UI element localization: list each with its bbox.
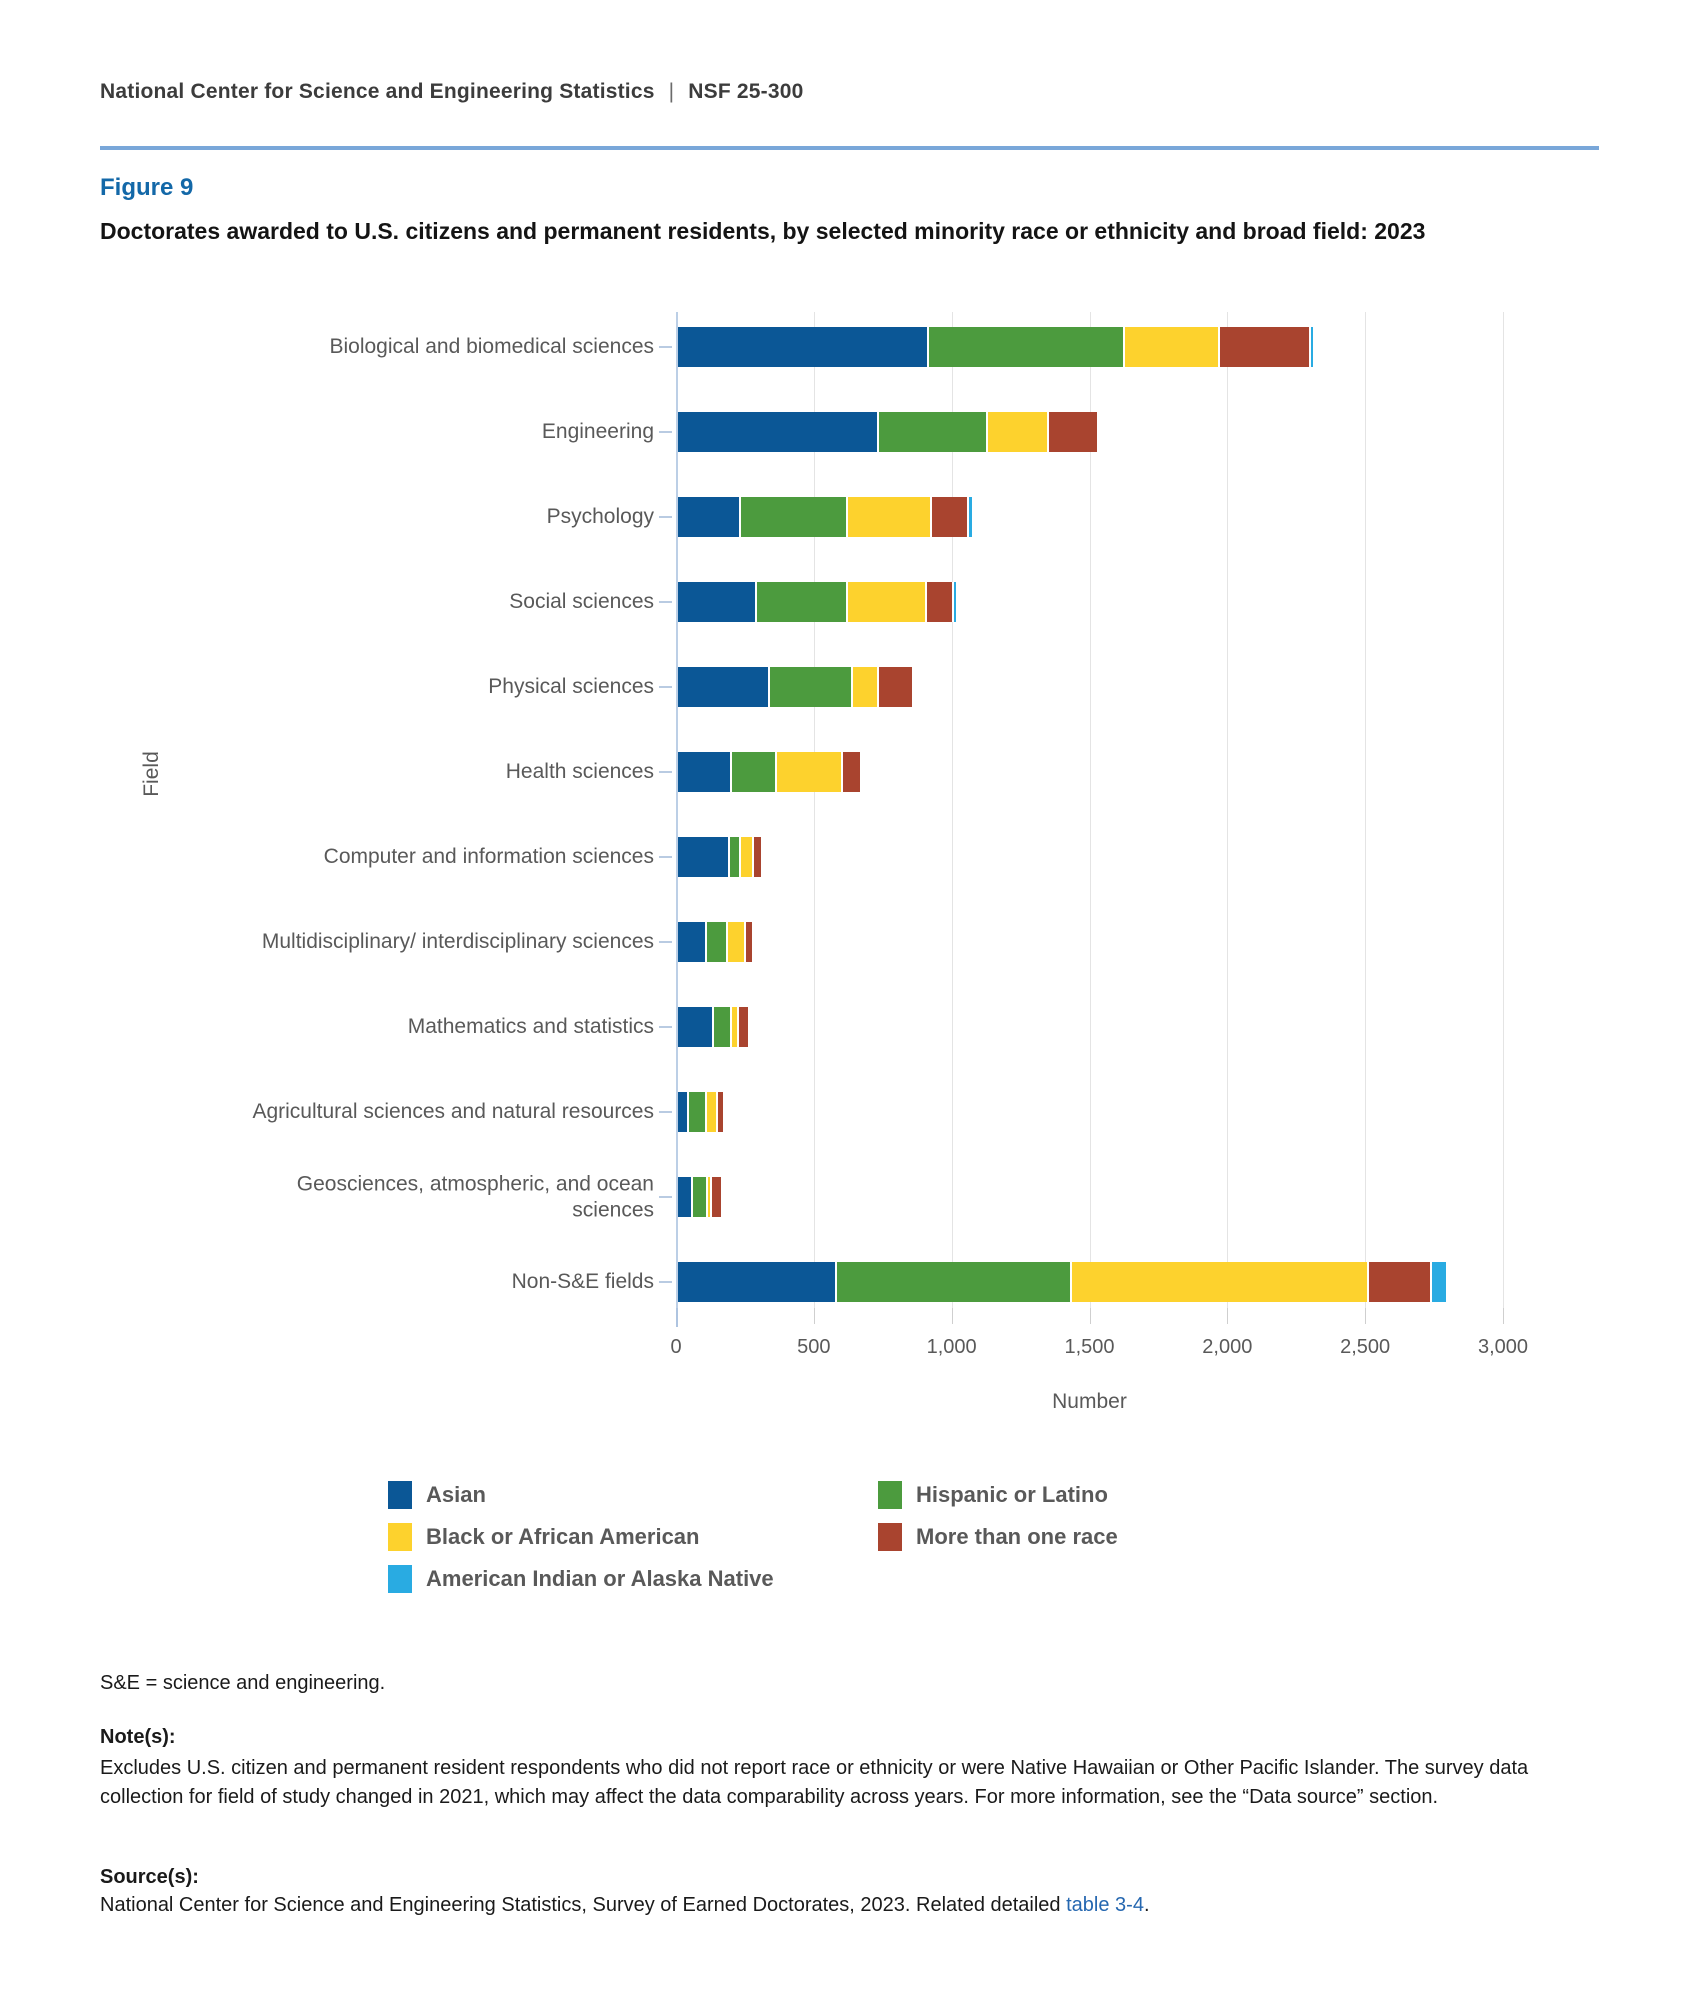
bar-segment xyxy=(777,752,843,792)
legend-label: Asian xyxy=(426,1482,486,1507)
bar-segment xyxy=(707,1092,718,1132)
stacked-bar xyxy=(678,497,972,537)
y-tick-mark xyxy=(659,686,672,688)
bar-segment xyxy=(741,837,753,877)
category-label: Social sciences xyxy=(509,590,654,614)
category-label: Agricultural sciences and natural resources xyxy=(252,1100,654,1124)
bar-row xyxy=(0,900,1699,984)
bar-segment xyxy=(689,1092,707,1132)
bar-segment xyxy=(678,497,741,537)
y-tick-mark xyxy=(659,1026,672,1028)
category-label: Geosciences, atmospheric, and ocean sciences xyxy=(296,1172,654,1221)
bar-segment xyxy=(712,1177,720,1217)
legend-label: Hispanic or Latino xyxy=(916,1482,1108,1507)
figure-label: Figure 9 xyxy=(100,174,194,201)
x-tick-label: 500 xyxy=(797,1336,831,1358)
category-label: Computer and information sciences xyxy=(323,845,654,869)
x-tick-mark xyxy=(1090,1308,1091,1324)
bar-segment xyxy=(1220,327,1311,367)
bar-segment xyxy=(770,667,853,707)
legend-swatch xyxy=(388,1523,412,1551)
category-label: Multidisciplinary/ interdisciplinary sciences xyxy=(261,930,654,954)
bar-segment xyxy=(678,327,929,367)
legend-swatch xyxy=(388,1565,412,1593)
bar-segment xyxy=(1125,327,1220,367)
stacked-bar xyxy=(678,1177,721,1217)
bar-segment xyxy=(678,1262,837,1302)
bar-segment xyxy=(678,922,707,962)
bar-row xyxy=(0,475,1699,559)
stacked-bar xyxy=(678,1092,723,1132)
legend-item xyxy=(388,1480,486,1510)
bar-row xyxy=(0,1240,1699,1324)
x-tick-mark xyxy=(1503,1308,1504,1324)
x-tick-mark xyxy=(814,1308,815,1324)
x-tick-label: 0 xyxy=(670,1336,682,1358)
bar-segment xyxy=(678,752,732,792)
y-tick-mark xyxy=(659,941,672,943)
bar-segment xyxy=(678,1177,693,1217)
y-tick-mark xyxy=(659,856,672,858)
x-tick-label: 3,000 xyxy=(1477,1336,1529,1358)
stacked-bar xyxy=(678,922,752,962)
bar-segment xyxy=(853,667,879,707)
stacked-bar xyxy=(678,1007,748,1047)
bar-segment xyxy=(757,582,848,622)
legend-item xyxy=(388,1564,774,1594)
bar-segment xyxy=(954,582,957,622)
bar-segment xyxy=(754,837,761,877)
bar-segment xyxy=(678,837,730,877)
x-tick-label: 1,000 xyxy=(926,1336,977,1358)
stacked-bar xyxy=(678,1262,1446,1302)
notes-heading: Note(s): xyxy=(100,1726,176,1748)
y-tick-mark xyxy=(659,431,672,433)
y-tick-mark xyxy=(659,516,672,518)
category-label: Psychology xyxy=(546,505,654,529)
bar-segment xyxy=(1369,1262,1432,1302)
bar-segment xyxy=(879,667,912,707)
bar-segment xyxy=(848,497,932,537)
bar-segment xyxy=(1432,1262,1446,1302)
bar-segment xyxy=(714,1007,732,1047)
x-tick-label: 2,500 xyxy=(1340,1336,1391,1358)
bar-row xyxy=(0,1155,1699,1239)
x-axis-title: Number xyxy=(1052,1390,1127,1413)
bar-row xyxy=(0,1070,1699,1154)
bar-row xyxy=(0,390,1699,474)
legend-swatch xyxy=(878,1523,902,1551)
bar-row xyxy=(0,985,1699,1069)
y-tick-mark xyxy=(659,346,672,348)
source-prefix: National Center for Science and Engineering Statistics, Survey of Earned Doctorates, 2023. Related detailed xyxy=(100,1894,1067,1916)
y-tick-mark xyxy=(659,1196,672,1198)
bar-segment xyxy=(678,1007,714,1047)
legend-item xyxy=(878,1480,1108,1510)
stacked-bar xyxy=(678,667,912,707)
legend-swatch xyxy=(388,1481,412,1509)
bar-segment xyxy=(932,497,969,537)
bar-segment xyxy=(1049,412,1097,452)
bar-segment xyxy=(746,922,753,962)
y-tick-mark xyxy=(659,771,672,773)
bar-row xyxy=(0,305,1699,389)
bar-segment xyxy=(728,922,746,962)
bar-segment xyxy=(732,1007,739,1047)
source-text xyxy=(100,1894,1600,1917)
bar-segment xyxy=(969,497,972,537)
source-suffix: . xyxy=(1143,1894,1150,1916)
bar-segment xyxy=(927,582,953,622)
category-label: Physical sciences xyxy=(488,675,654,699)
org-name: National Center for Science and Engineering Statistics xyxy=(100,80,655,103)
stacked-bar xyxy=(678,412,1097,452)
category-label: Health sciences xyxy=(505,760,654,784)
figure-title: Doctorates awarded to U.S. citizens and permanent residents, by selected minority race or ethnicity and broad field: 2023 xyxy=(100,218,1426,244)
accent-rule xyxy=(100,146,1599,150)
bar-segment xyxy=(1311,327,1314,367)
bar-segment xyxy=(678,667,770,707)
stacked-bar xyxy=(678,327,1313,367)
x-tick-mark xyxy=(676,1308,678,1327)
legend-label: American Indian or Alaska Native xyxy=(426,1566,774,1591)
abbreviation-note: S&E = science and engineering. xyxy=(100,1672,386,1694)
category-label: Biological and biomedical sciences xyxy=(329,335,654,359)
stacked-bar xyxy=(678,582,956,622)
bar-segment xyxy=(739,1007,749,1047)
bar-segment xyxy=(929,327,1125,367)
legend-label: Black or African American xyxy=(426,1524,700,1549)
x-tick-mark xyxy=(952,1308,953,1324)
notes-text: Excludes U.S. citizen and permanent resident respondents who did not report race or ethnicity or were Native Hawaiian or Other Pacific Islander. The survey data collection for field of study changed in 2021, which may affect the data comparability across years. For more information, see the “Data source” section. xyxy=(100,1757,1529,1808)
bar-row xyxy=(0,815,1699,899)
bar-row xyxy=(0,730,1699,814)
legend-item xyxy=(878,1522,1118,1552)
bar-segment xyxy=(707,922,728,962)
y-tick-mark xyxy=(659,601,672,603)
y-axis-title: Field xyxy=(140,751,163,797)
bar-segment xyxy=(678,582,757,622)
x-tick-label: 2,000 xyxy=(1202,1336,1253,1358)
header-divider: | xyxy=(668,80,675,103)
legend-swatch xyxy=(878,1481,902,1509)
bar-segment xyxy=(678,1092,689,1132)
legend-label: More than one race xyxy=(916,1524,1118,1549)
y-tick-mark xyxy=(659,1111,672,1113)
bar-row xyxy=(0,560,1699,644)
x-tick-label: 1,500 xyxy=(1064,1336,1115,1358)
source-heading: Source(s): xyxy=(100,1866,199,1888)
bar-segment xyxy=(730,837,741,877)
category-label: Engineering xyxy=(541,420,654,444)
bar-segment xyxy=(741,497,847,537)
x-tick-mark xyxy=(1365,1308,1366,1324)
stacked-bar xyxy=(678,752,860,792)
bar-segment xyxy=(718,1092,724,1132)
y-tick-mark xyxy=(659,1281,672,1283)
report-header xyxy=(100,80,804,104)
bar-segment xyxy=(1072,1262,1368,1302)
category-label: Non-S&E fields xyxy=(511,1270,654,1294)
category-label: Mathematics and statistics xyxy=(407,1015,654,1039)
legend-item xyxy=(388,1522,699,1552)
report-number: NSF 25-300 xyxy=(688,80,804,103)
bar-segment xyxy=(988,412,1049,452)
bar-segment xyxy=(732,752,777,792)
bar-segment xyxy=(879,412,988,452)
x-tick-mark xyxy=(1227,1308,1228,1324)
bar-segment xyxy=(837,1262,1073,1302)
bar-segment xyxy=(843,752,860,792)
bar-segment xyxy=(693,1177,708,1217)
bar-row xyxy=(0,645,1699,729)
table-3-4-link[interactable]: table 3-4 xyxy=(1066,1894,1144,1916)
stacked-bar xyxy=(678,837,761,877)
bar-segment xyxy=(848,582,928,622)
bar-segment xyxy=(678,412,879,452)
